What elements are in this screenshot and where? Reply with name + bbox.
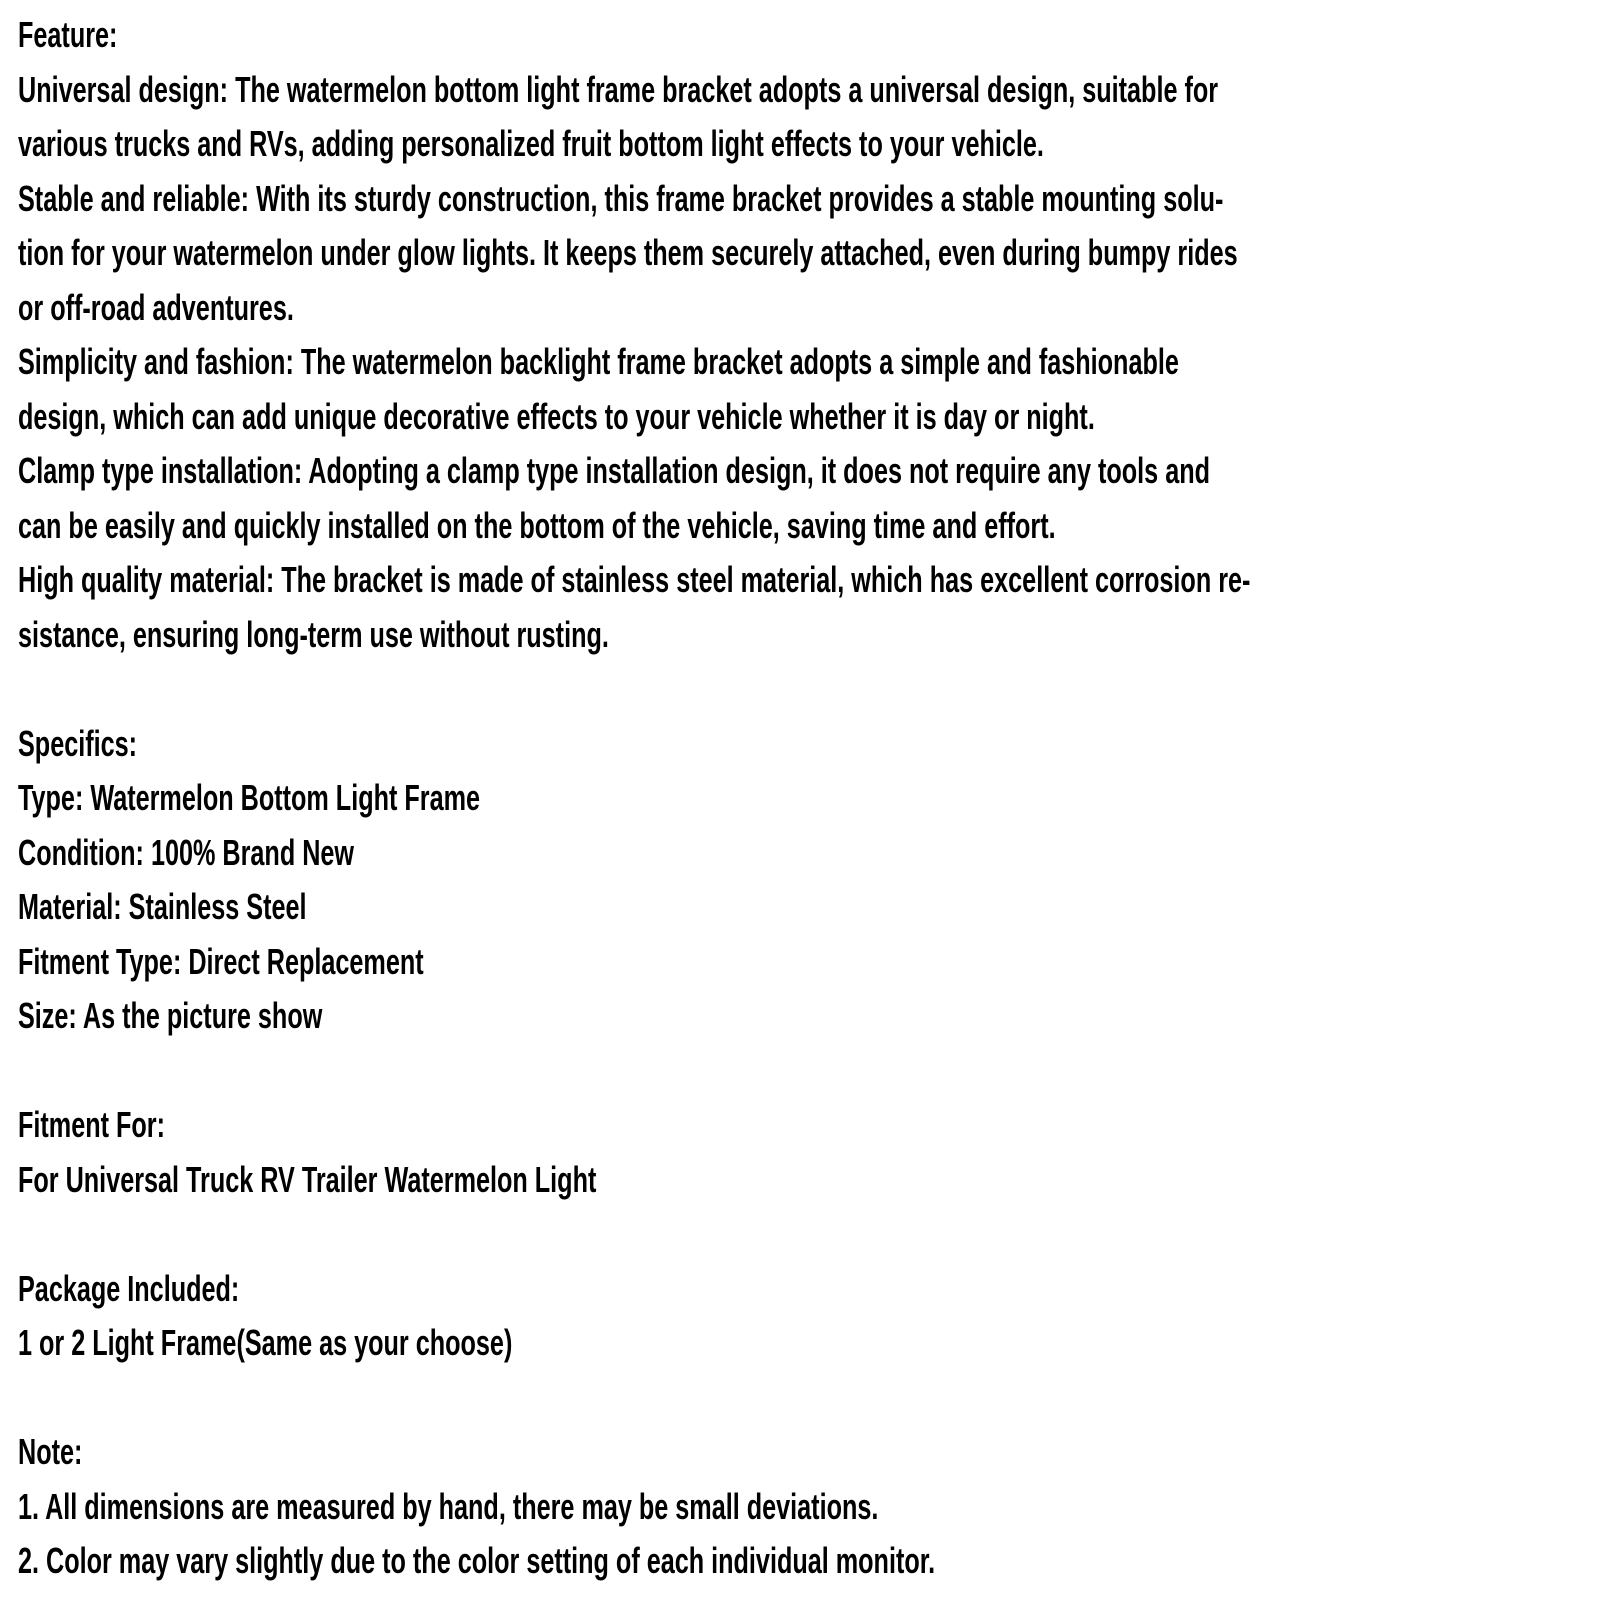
note-section: [18, 1425, 1600, 1589]
text-line: various trucks and RVs, adding personalized fruit bottom light effects to your vehicle.: [18, 123, 1044, 164]
text-line: design, which can add unique decorative effects to your vehicle whether it is day or night.: [18, 395, 1095, 437]
section-heading: Specifics:: [18, 722, 138, 764]
note-item-2: 2. Color may vary slightly due to the color setting of each individual monitor.: [18, 1540, 936, 1581]
fitment-text: For Universal Truck RV Trailer Watermelon Light: [18, 1158, 597, 1200]
text-line: Universal design: The watermelon bottom light frame bracket adopts a universal design, suitable for: [18, 68, 1219, 110]
text-line: Clamp type installation: Adopting a clamp type installation design, it does not require any tools and: [18, 450, 1211, 491]
section-heading: Feature:: [18, 14, 118, 55]
feature-section: [18, 8, 1600, 662]
text-line: tion for your watermelon under glow lights. It keeps them securely attached, even during bumpy rides: [18, 232, 1238, 273]
specifics-section: [18, 717, 1600, 1044]
text-line: Simplicity and fashion: The watermelon backlight frame bracket adopts a simple and fashionable: [18, 341, 1179, 382]
package-included-section: [18, 1262, 1600, 1371]
section-heading: Note:: [18, 1431, 83, 1472]
note-item-1: 1. All dimensions are measured by hand, there may be small deviations.: [18, 1485, 879, 1527]
text-line: or off-road adventures.: [18, 286, 294, 328]
spec-condition: Condition: 100% Brand New: [18, 831, 355, 873]
spec-size: Size: As the picture show: [18, 995, 323, 1036]
text-line: sistance, ensuring long-term use without rusting.: [18, 613, 609, 655]
spec-type: Type: Watermelon Bottom Light Frame: [18, 777, 481, 818]
section-heading: Package Included:: [18, 1267, 240, 1309]
text-line: can be easily and quickly installed on the bottom of the vehicle, saving time and effort.: [18, 504, 1056, 546]
spec-fitment-type: Fitment Type: Direct Replacement: [18, 940, 424, 982]
spec-material: Material: Stainless Steel: [18, 886, 307, 927]
text-line: High quality material: The bracket is made of stainless steel material, which has excellent corrosion re-: [18, 559, 1251, 600]
section-heading: Fitment For:: [18, 1104, 165, 1145]
package-text: 1 or 2 Light Frame(Same as your choose): [18, 1322, 513, 1363]
text-line: Stable and reliable: With its sturdy construction, this frame bracket provides a stable mounting solu-: [18, 177, 1224, 219]
fitment-for-section: [18, 1098, 1600, 1207]
